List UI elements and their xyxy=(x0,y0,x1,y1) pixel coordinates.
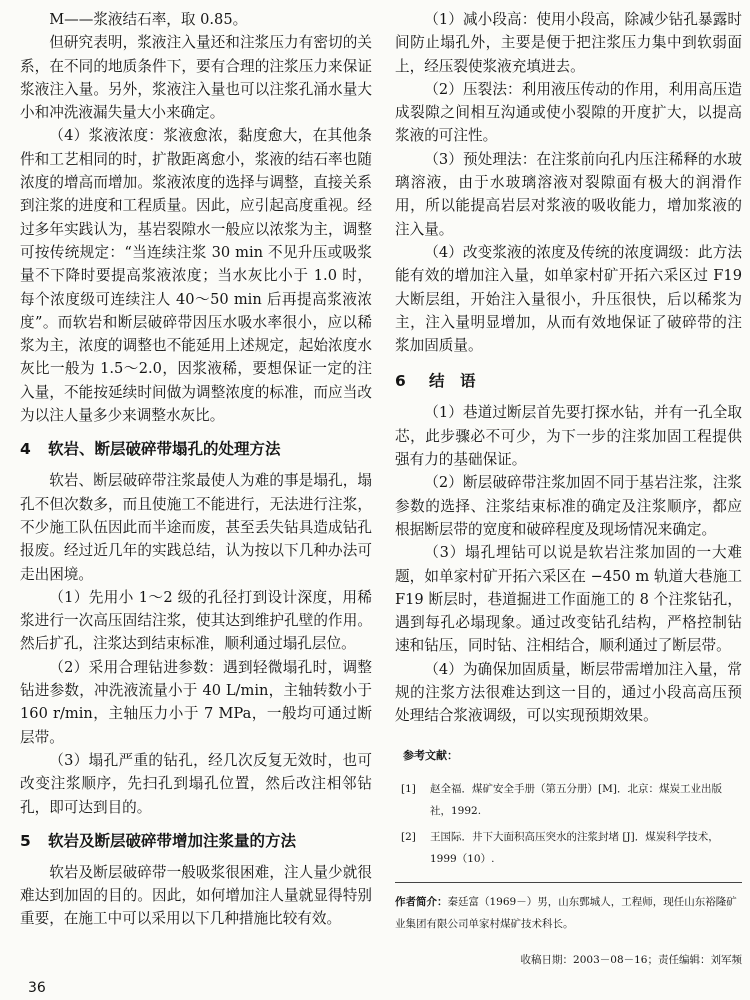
received-date: 收稿日期：2003－08－16；责任编辑：刘军频 xyxy=(520,953,742,966)
reference-number: [1] xyxy=(401,782,416,795)
paragraph-conclusion-2: （2）断层破碎带注浆加固不同于基岩注浆，注浆参数的选择、注浆结束标准的确定及注浆顺序，都应根据断层带的宽度和破碎程度及现场情况来确定。 xyxy=(395,474,742,538)
author-bio xyxy=(395,891,742,935)
section-6-number: 6 xyxy=(395,372,406,391)
paragraph-s4-item-2: （2）采用合理钻进参数：遇到轻微塌孔时，调整钻进参数，冲洗液流量小于 40 L/min，主轴转数小于 160 r/min，主轴压力小于 7 MPa，一般均可通过断层带。 xyxy=(20,658,372,746)
paragraph-s4-item-1: （1）先用小 1～2 级的孔径打到设计深度，用稀浆进行一次高压固结注浆，使其达到维护孔壁的作用。然后扩孔，注浆达到结束标准，顺利通过塌孔层位。 xyxy=(20,588,372,653)
right-column xyxy=(395,8,742,969)
section-4-title: 软岩、断层破碎带塌孔的处理方法 xyxy=(48,440,281,459)
references-title: 参考文献： xyxy=(403,748,458,762)
paragraph-s5-item-1: （1）减小段高：使用小段高，除减少钻孔暴露时间防止塌孔外，主要是便于把注浆压力集中到软弱面上，经压裂使浆液充填进去。 xyxy=(395,11,742,75)
section-4-heading xyxy=(20,431,372,467)
section-5-title: 软岩及断层破碎带增加注浆量的方法 xyxy=(48,831,297,850)
paragraph-s5-item-2: （2）压裂法：利用液压传动的作用，利用高压造成裂隙之间相互沟通或使小裂隙的开度扩大，以提高浆液的可注性。 xyxy=(395,80,742,145)
section-4-number: 4 xyxy=(20,440,31,459)
reference-item xyxy=(395,826,742,870)
divider xyxy=(395,882,742,883)
paragraph-conclusion-1: （1）巷道过断层首先要打探水钻，并有一孔全取芯，此步骤必不可少，为下一步的注浆加固工程提供强有力的基础保证。 xyxy=(395,404,742,469)
page-number: 36 xyxy=(28,980,46,996)
reference-text: 王国际．井下大面积高压突水的注浆封堵 [J]．煤炭科学技术，1999（10）. xyxy=(430,830,719,865)
paragraph-s5-item-3: （3）预处理法：在注浆前向孔内压注稀释的水玻璃溶液，由于水玻璃溶液对裂隙面有极大的润滑作用，所以能提高岩层对浆液的吸收能力，增加浆液的注入量。 xyxy=(395,150,742,238)
section-6-title: 结 语 xyxy=(429,372,476,391)
paragraph-s4-item-3: （3）塌孔严重的钻孔，经几次反复无效时，也可改变注浆顺序，先扫孔到塌孔位置，然后改注相邻钻孔，即可达到目的。 xyxy=(20,751,372,816)
section-6-heading xyxy=(395,363,742,399)
section-5-heading xyxy=(20,823,372,859)
reference-text: 赵全福．煤矿安全手册（第五分册）[M]．北京：煤炭工业出版社，1992. xyxy=(430,782,722,817)
author-bio-label: 作者简介： xyxy=(395,895,448,908)
paragraph-research: 但研究表明，浆液注入量还和注浆压力有密切的关系，在不同的地质条件下，要有合理的注浆压力来保证浆液注入量。另外，浆液注入量也可以注浆孔涌水量大小和冲洗液漏失量大小来确定。 xyxy=(20,34,372,122)
left-column xyxy=(20,8,372,931)
section-5-number: 5 xyxy=(20,831,31,850)
paragraph-m-definition: M——浆液结石率，取 0.85。 xyxy=(49,11,248,28)
paragraph-slurry-concentration: （4）浆液浓度：浆液愈浓，黏度愈大，在其他条件和工艺相同的时，扩散距离愈小，浆液的结石率也随浓度的增高而增加。浆液浓度的选择与调整，直接关系到注浆的进度和工程质量。因此，应引起高度重视。经过多年实践认为，基岩裂隙水一般应以浓浆为主，调整可按传统规定：“当连续注浆 30 min 不见升压或吸浆量不下降时要提高浆液浓度；当水灰比小于 1.0 时，每个浓度级可连续注人 40～50 min 后再提高浆液浓度”。而软岩和断层破碎带因压水吸水率很小，应以稀浆为主，浓度的调整也不能延用上述规定，起始浓度水灰比一般为 1.5～2.0，因浆液稀，要想保证一定的注入量，不能按延续时间做为调整浓度的标准，而应当改为以注人量多少来调整水灰比。 xyxy=(20,127,372,425)
paragraph-conclusion-4: （4）为确保加固质量，断层带需增加注入量，常规的注浆方法很难达到这一目的，通过小段高高压预处理结合浆液调级，可以实现预期效果。 xyxy=(395,660,742,725)
paragraph-s4-intro: 软岩、断层破碎带注浆最使人为难的事是塌孔，塌孔不但次数多，而且使施工不能进行，无法进行注浆，不少施工队伍因此而半途而废，甚至丢失钻具造成钻孔报废。经过近几年的实践总结，认为按以下几种办法可走出困境。 xyxy=(20,472,372,583)
author-bio-text: 秦廷富（1969－）男，山东鄄城人，工程师，现任山东裕隆矿业集团有限公司单家村煤矿技术科长。 xyxy=(395,895,737,930)
paragraph-s5-intro: 软岩及断层破碎带一般吸浆很困难，注人量少就很难达到加固的目的。因此，如何增加注人量就显得特别重要，在施工中可以采用以下几种措施比较有效。 xyxy=(20,863,372,928)
paragraph-s5-item-4: （4）改变浆液的浓度及传统的浓度调级：此方法能有效的增加注入量，如单家村矿开拓六采区过 F19 大断层组，开始注入量很小，升压很快，后以稀浆为主，注入量明显增加，从而有效地保证了破碎带的注浆加固质量。 xyxy=(395,243,742,355)
paragraph-conclusion-3: （3）塌孔埋钻可以说是软岩注浆加固的一大难题，如单家村矿开拓六采区在 −450 m 轨道大巷施工 F19 断层时，巷道掘进工作面施工的 8 个注浆钻孔，遇到每孔必塌现象。通过改变钻孔结构，严格控制钻速和钻压，同时钻、注相结合，顺利通过了断层带。 xyxy=(395,544,742,655)
reference-number: [2] xyxy=(401,830,416,843)
reference-item xyxy=(395,778,742,822)
